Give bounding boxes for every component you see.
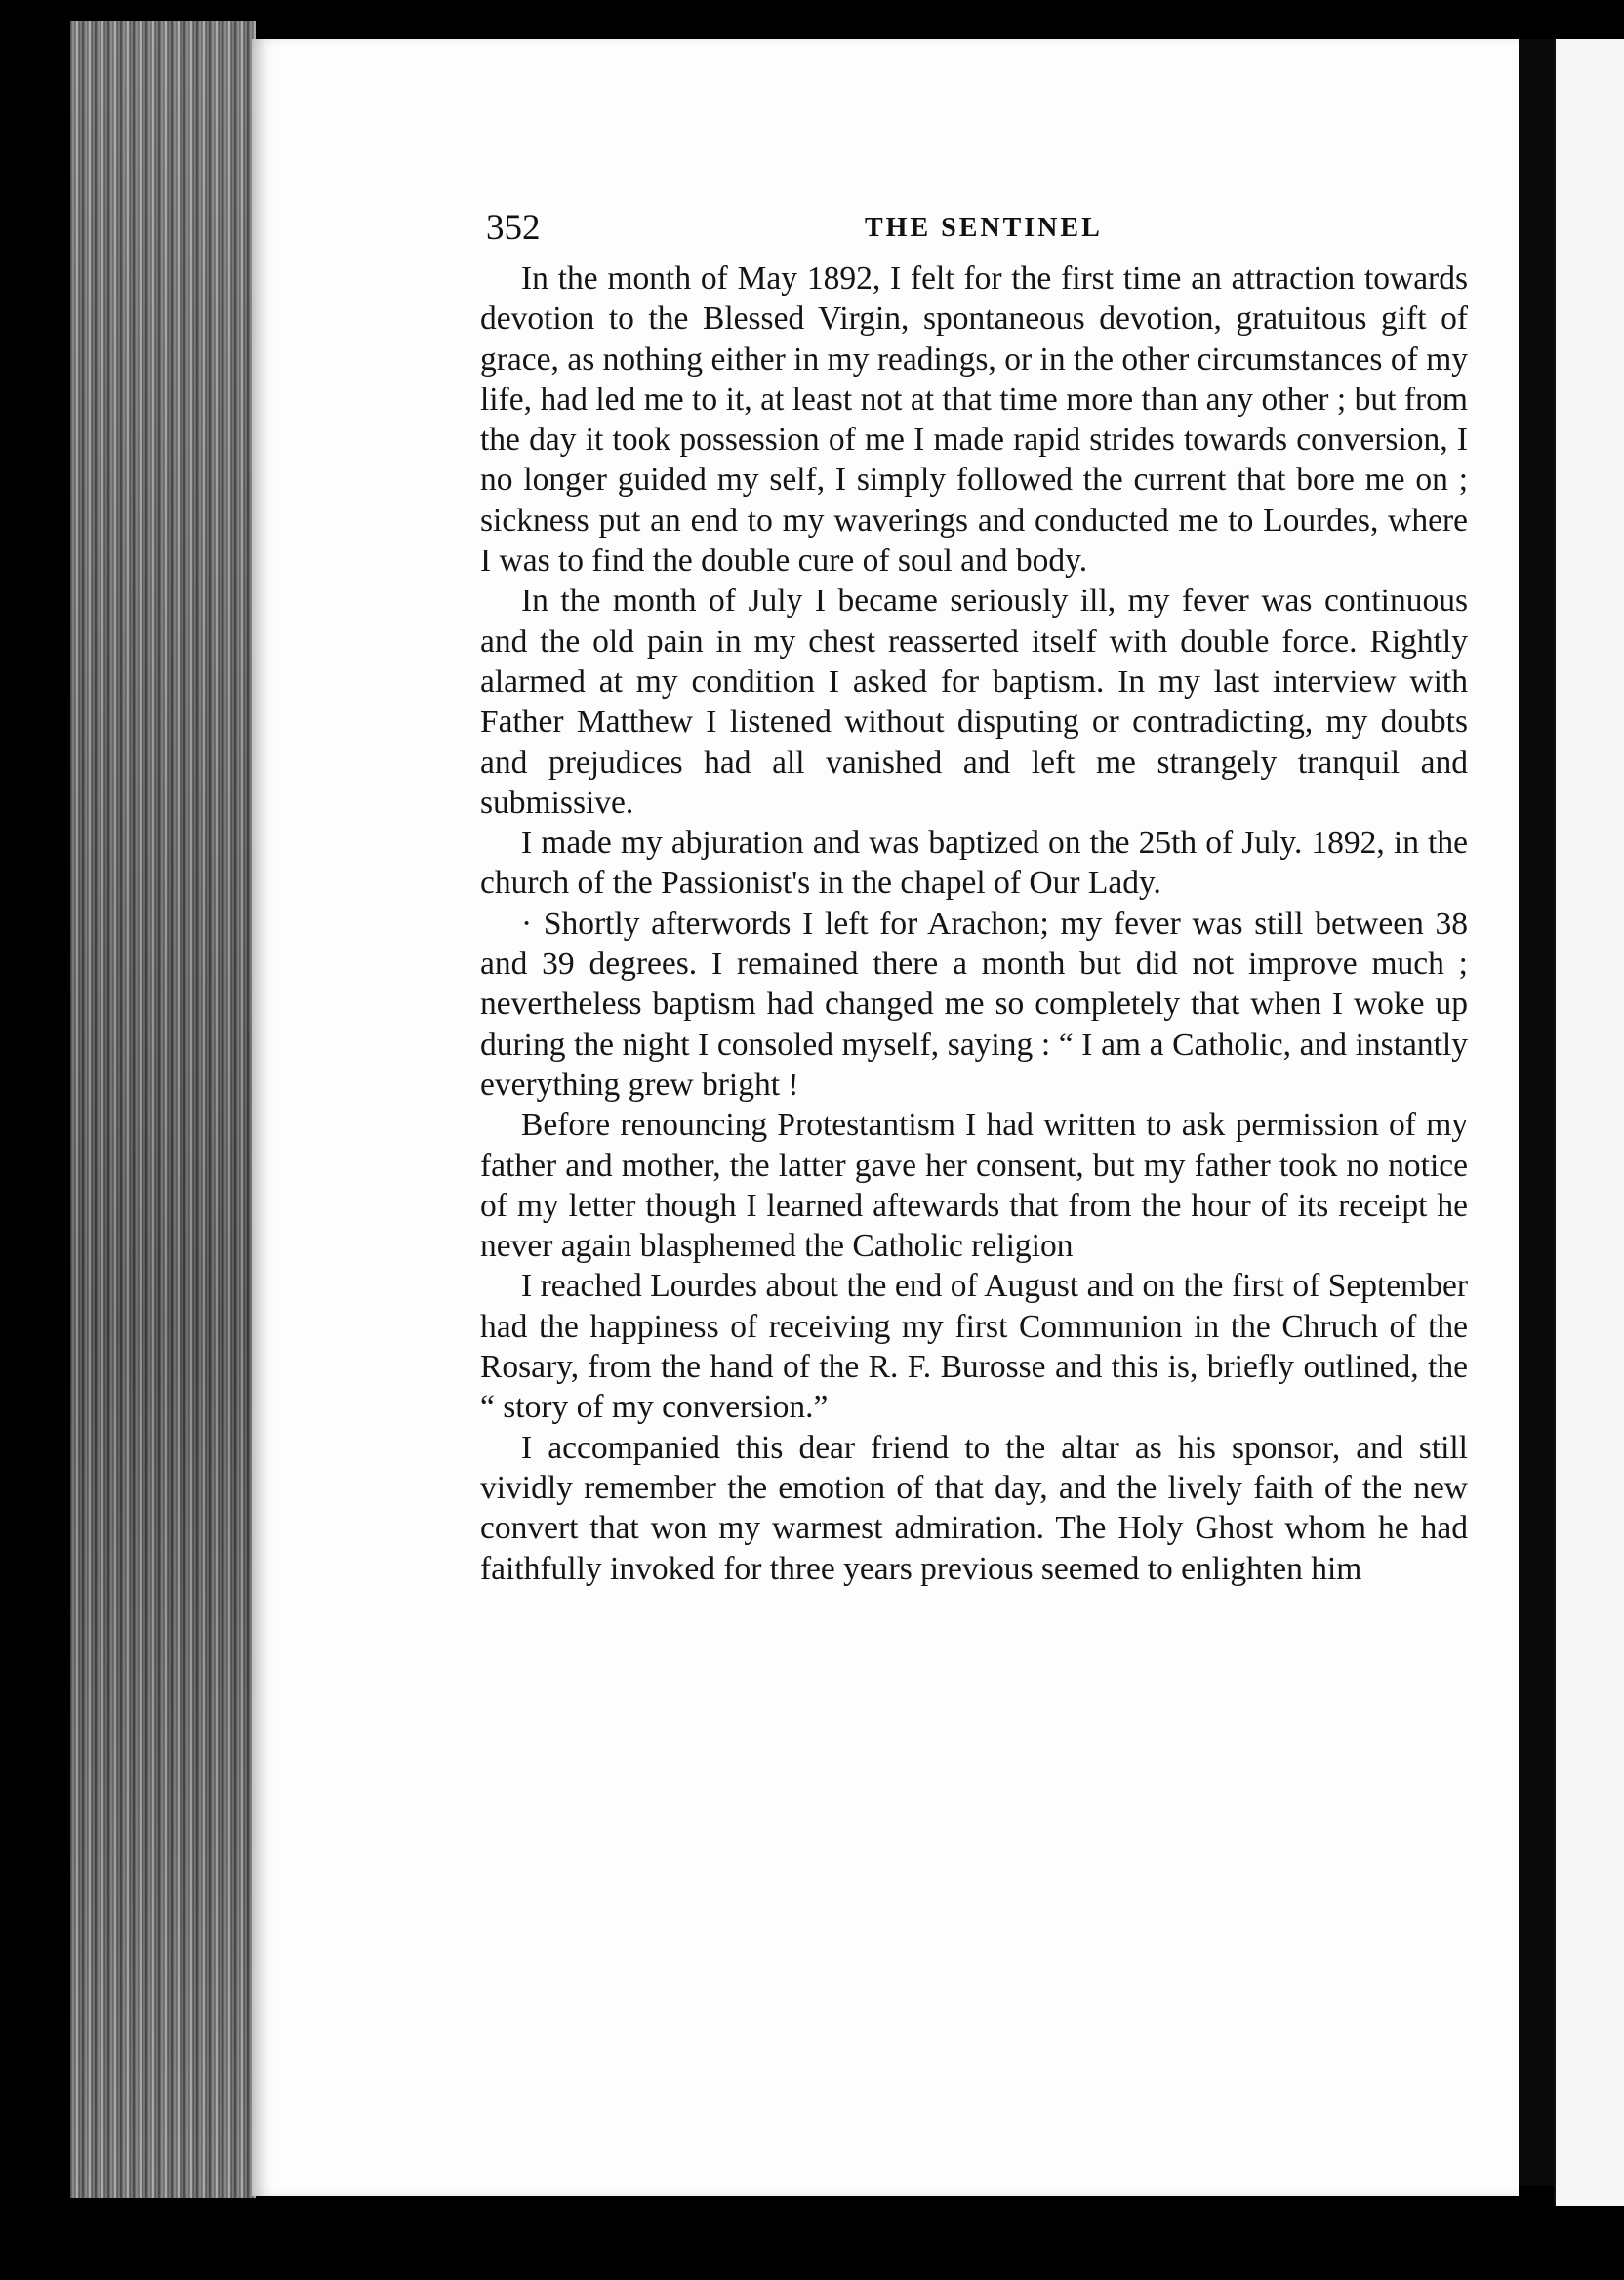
gutter-shadow — [1519, 39, 1554, 2186]
paragraph: Before renouncing Protestantism I had written to ask permission of my father and mother, the latter gave her consent, but my father took no notice of my letter though I learned aftewards that from the hour of its receipt he never again blasphemed the Catholic religion — [480, 1107, 1468, 1265]
facing-page-edge — [1554, 39, 1624, 2206]
page-number: 352 — [486, 208, 541, 248]
paragraph: In the month of July I became seriously ill, my fever was continuous and the old pain in my chest reasserted itself with double force. Rightly alarmed at my condition I asked for baptism. In my last interview with Father Matthew I listened without disputing or contradicting, my doubts and prejudices had all vanished and left me strangely tranquil and submissive. — [480, 583, 1468, 821]
paragraph: I reached Lourdes about the end of August and on the first of September had the happiness of receiving my first Communion in the Chruch of the Rosary, from the hand of the R. F. Burosse and this is, briefly outlined, the “ story of my conversion.” — [480, 1268, 1468, 1426]
page-edges — [70, 21, 256, 2198]
running-head — [486, 207, 1462, 256]
paragraph: I accompanied this dear friend to the altar as his sponsor, and still vividly remember the emotion of that day, and the lively faith of the new convert that won my warmest admiration. The Holy Ghost whom he had faithfully invoked for three years previous seemed to enlighten him — [480, 1429, 1468, 1587]
paragraph: In the month of May 1892, I felt for the first time an attraction towards devotion to the Blessed Virgin, spontaneous devotion, gratuitous gift of grace, as nothing either in my readings, or in the other circumstances of my life, had led me to it, at least not at that time more than any other ; but from the day it took possession of me I made rapid strides towards conversion, I no longer guided my self, I simply followed the current that bore me on ; sickness put an end to my waverings and conducted me to Lourdes, where I was to find the double cure of soul and body. — [480, 261, 1468, 580]
body-text — [480, 259, 1468, 1589]
paragraph: · Shortly afterwords I left for Arachon; my fever was still between 38 and 39 degrees. I remained there a month but did not improve much ; nevertheless baptism had changed me so completely that when I woke up during the night I consoled myself, saying : “ I am a Catholic, and instantly everything grew bright ! — [480, 905, 1468, 1103]
paragraph: I made my abjuration and was baptized on the 25th of July. 1892, in the church of the Passionist's in the chapel of Our Lady. — [480, 825, 1468, 902]
running-title: THE SENTINEL — [865, 213, 1103, 243]
